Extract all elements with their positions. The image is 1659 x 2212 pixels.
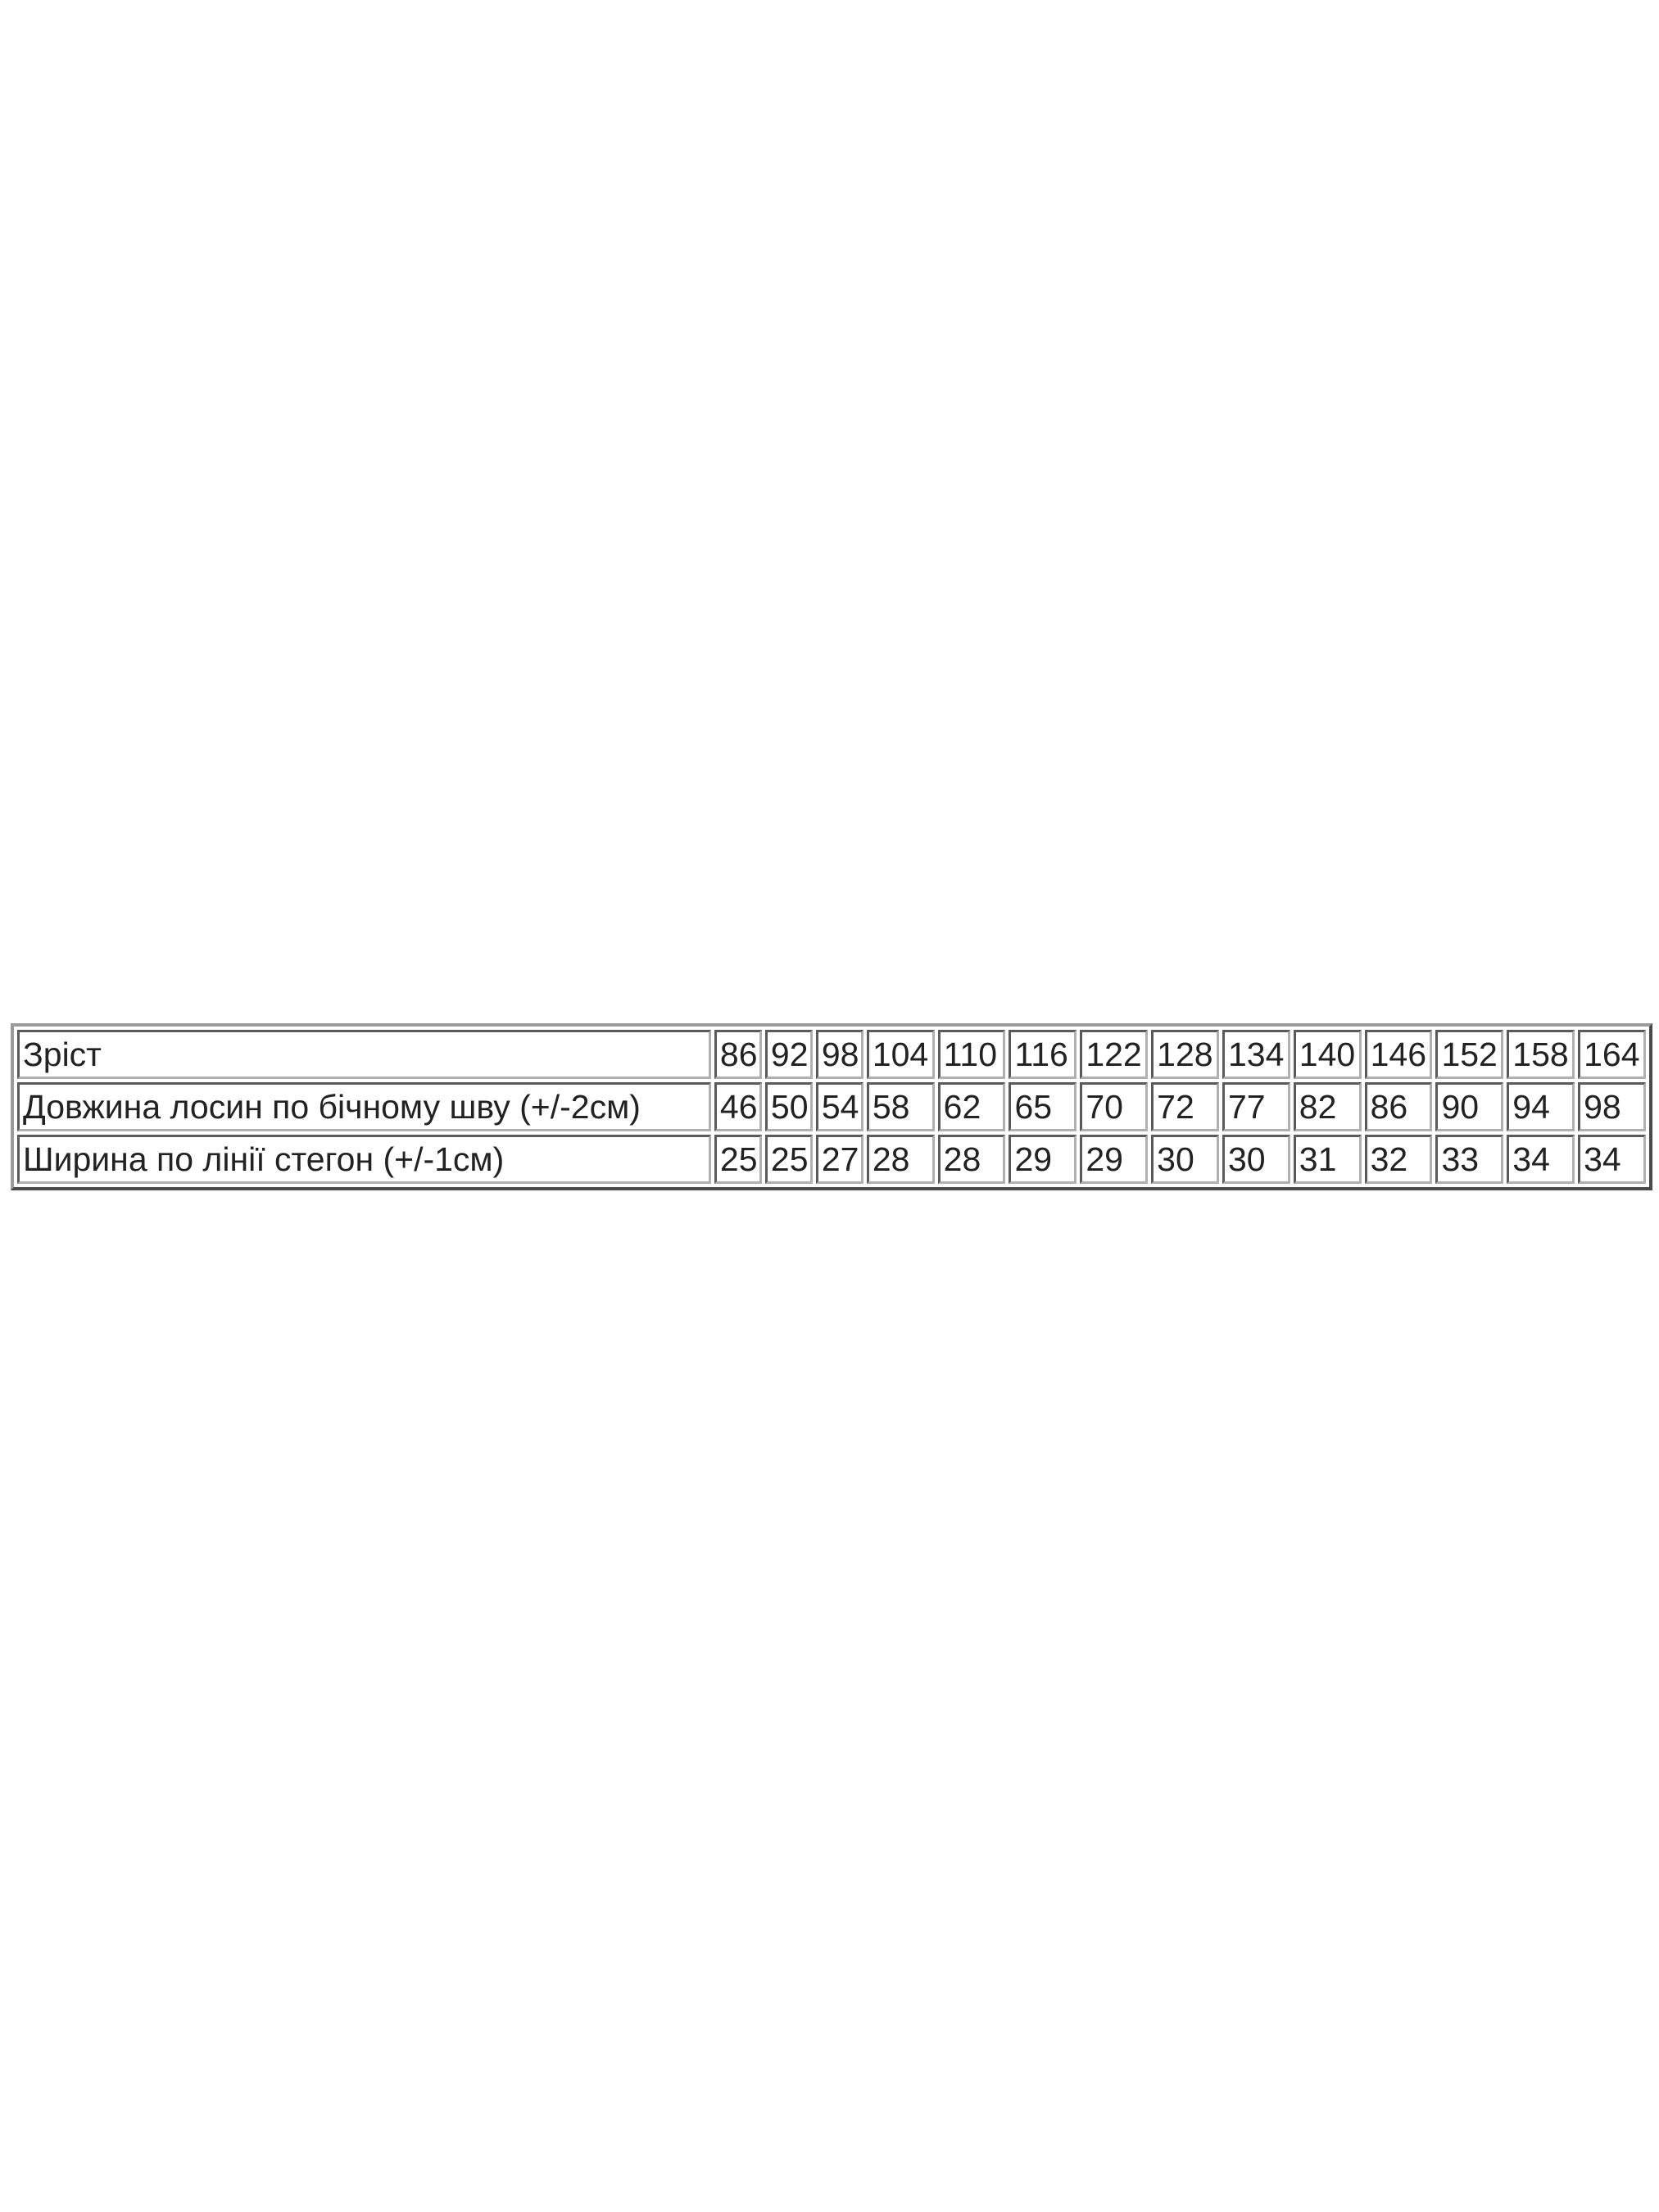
table-row-height bbox=[17, 1030, 1646, 1079]
table-cell: 30 bbox=[1151, 1135, 1219, 1184]
table-cell: 86 bbox=[1365, 1082, 1433, 1131]
table-cell: 72 bbox=[1151, 1082, 1219, 1131]
table-cell: 27 bbox=[816, 1135, 863, 1184]
size-chart-table bbox=[11, 1023, 1652, 1190]
table-cell: 82 bbox=[1294, 1082, 1362, 1131]
table-cell: 128 bbox=[1151, 1030, 1219, 1079]
table-cell: 65 bbox=[1009, 1082, 1077, 1131]
table-cell: 46 bbox=[714, 1082, 762, 1131]
table-cell: 32 bbox=[1365, 1135, 1433, 1184]
table-cell: 140 bbox=[1294, 1030, 1362, 1079]
table-cell: 158 bbox=[1507, 1030, 1575, 1079]
table-cell: 31 bbox=[1294, 1135, 1362, 1184]
table-cell: 50 bbox=[765, 1082, 813, 1131]
table-cell: 134 bbox=[1222, 1030, 1290, 1079]
table-cell: 110 bbox=[938, 1030, 1006, 1079]
table-cell: 33 bbox=[1435, 1135, 1503, 1184]
table-cell: 25 bbox=[714, 1135, 762, 1184]
row-label: Ширина по лінії стегон (+/-1см) bbox=[17, 1135, 711, 1184]
row-label: Довжина лосин по бічному шву (+/-2см) bbox=[17, 1082, 711, 1131]
table-row-hip-width bbox=[17, 1135, 1646, 1184]
table-cell: 122 bbox=[1080, 1030, 1148, 1079]
table-cell: 98 bbox=[816, 1030, 863, 1079]
table-cell: 70 bbox=[1080, 1082, 1148, 1131]
table-cell: 25 bbox=[765, 1135, 813, 1184]
table-cell: 28 bbox=[938, 1135, 1006, 1184]
table-cell: 92 bbox=[765, 1030, 813, 1079]
table-cell: 28 bbox=[867, 1135, 935, 1184]
table-cell: 29 bbox=[1009, 1135, 1077, 1184]
table-cell: 77 bbox=[1222, 1082, 1290, 1131]
table-cell: 34 bbox=[1578, 1135, 1646, 1184]
table-cell: 116 bbox=[1009, 1030, 1077, 1079]
table-cell: 104 bbox=[867, 1030, 935, 1079]
table-cell: 164 bbox=[1578, 1030, 1646, 1079]
table-cell: 152 bbox=[1435, 1030, 1503, 1079]
table-cell: 54 bbox=[816, 1082, 863, 1131]
table-cell: 98 bbox=[1578, 1082, 1646, 1131]
table-cell: 58 bbox=[867, 1082, 935, 1131]
table-cell: 62 bbox=[938, 1082, 1006, 1131]
table-cell: 94 bbox=[1507, 1082, 1575, 1131]
table-cell: 86 bbox=[714, 1030, 762, 1079]
table-cell: 29 bbox=[1080, 1135, 1148, 1184]
table-cell: 90 bbox=[1435, 1082, 1503, 1131]
table-row-length bbox=[17, 1082, 1646, 1131]
table-cell: 34 bbox=[1507, 1135, 1575, 1184]
table-cell: 30 bbox=[1222, 1135, 1290, 1184]
table-cell: 146 bbox=[1365, 1030, 1433, 1079]
row-label: Зріст bbox=[17, 1030, 711, 1079]
